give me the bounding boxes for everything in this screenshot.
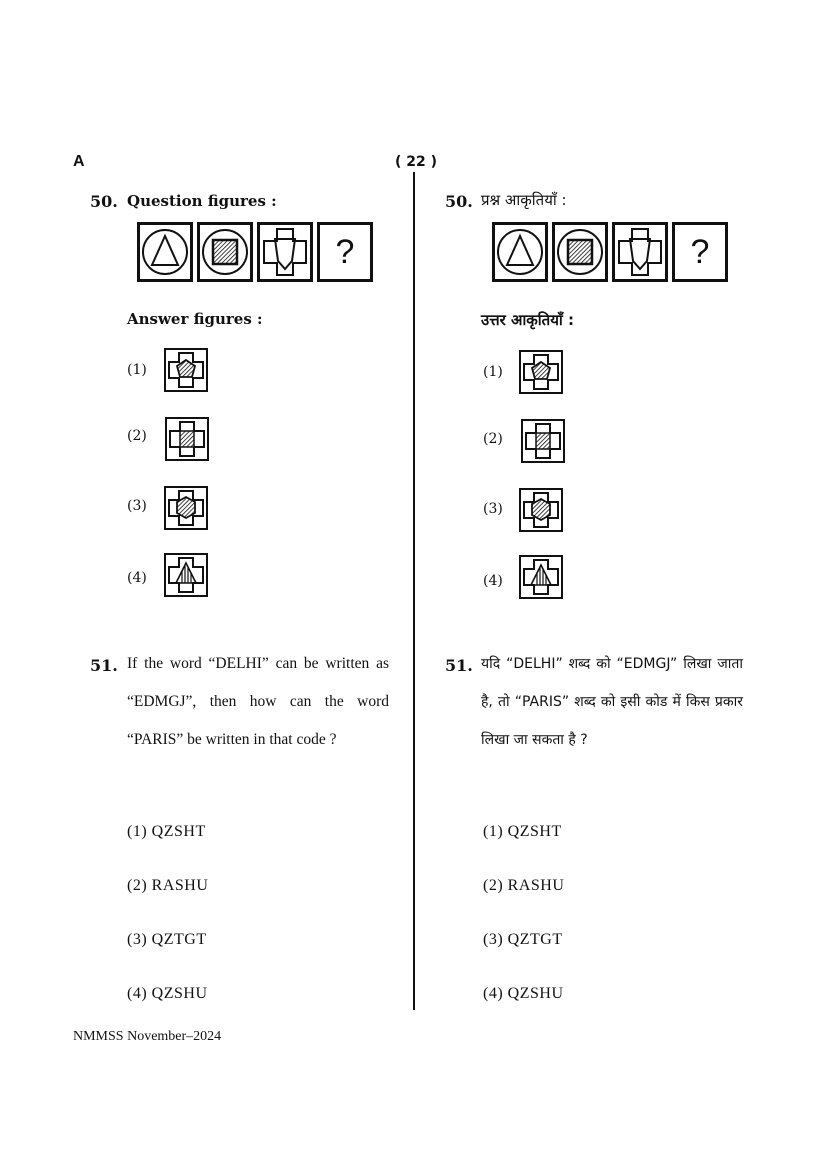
q51-hi-option-2[interactable]: (2) RASHU <box>483 877 565 894</box>
q50-hi-option-3-label[interactable]: (3) <box>483 501 503 517</box>
q51-hi-option-4[interactable]: (4) QZSHU <box>483 985 564 1002</box>
hi-answer-figure-1[interactable] <box>519 350 563 398</box>
hi-question-mark: ? <box>690 232 710 271</box>
q50-hi-number: 50. <box>445 192 473 211</box>
hi-question-figure-1 <box>492 222 548 282</box>
q51-option-4[interactable]: (4) QZSHU <box>127 985 208 1002</box>
answer-figure-2[interactable] <box>165 417 209 465</box>
q50-option-2-label[interactable]: (2) <box>127 428 147 444</box>
answer-figure-3[interactable] <box>164 486 208 534</box>
q50-number: 50. <box>90 192 118 211</box>
page-number: ( 22 ) <box>395 154 438 170</box>
q50-question-label: Question figures : <box>127 192 277 210</box>
q50-option-1-label[interactable]: (1) <box>127 362 147 378</box>
q50-option-4-label[interactable]: (4) <box>127 570 147 586</box>
question-figure-3 <box>257 222 313 282</box>
hi-answer-figure-3[interactable] <box>519 488 563 536</box>
hi-question-figure-3 <box>612 222 668 282</box>
question-figure-1 <box>137 222 193 282</box>
q51-hi-number: 51. <box>445 656 473 675</box>
question-figure-4 <box>317 222 373 282</box>
q50-hi-option-4-label[interactable]: (4) <box>483 573 503 589</box>
q50-hi-question-label: प्रश्न आकृतियाँ : <box>481 191 567 209</box>
hi-question-figure-4 <box>672 222 728 282</box>
q50-hi-option-1-label[interactable]: (1) <box>483 364 503 380</box>
question-mark: ? <box>335 232 355 271</box>
footer: NMMSS November–2024 <box>73 1029 222 1044</box>
q51-hi-question-text: यदि “DELHI” शब्द को “EDMGJ” लिखा जाता है, तो “PARIS” शब्द को इसी कोड में किस प्रकार लिखा जा सकता है ? <box>481 656 743 748</box>
q51-hi-option-1[interactable]: (1) QZSHT <box>483 823 562 840</box>
q51-hi-option-3[interactable]: (3) QZTGT <box>483 931 563 948</box>
q50-hi-option-2-label[interactable]: (2) <box>483 431 503 447</box>
q50-hi-question-figures <box>492 222 732 282</box>
q50-hi-answer-label: उत्तर आकृतियाँ : <box>481 311 575 329</box>
set-label: A <box>73 153 85 170</box>
q50-question-figures <box>137 222 377 282</box>
q51-option-3[interactable]: (3) QZTGT <box>127 931 207 948</box>
answer-figure-1[interactable] <box>164 348 208 396</box>
q50-answer-label: Answer figures : <box>127 310 263 328</box>
q51-number: 51. <box>90 656 118 675</box>
q51-option-1[interactable]: (1) QZSHT <box>127 823 206 840</box>
q51-option-2[interactable]: (2) RASHU <box>127 877 209 894</box>
q50-option-3-label[interactable]: (3) <box>127 498 147 514</box>
hi-question-figure-2 <box>552 222 608 282</box>
hi-answer-figure-4[interactable] <box>519 555 563 603</box>
column-divider <box>413 172 415 1010</box>
q51-question-text: If the word “DELHI” can be written as “EDMGJ”, then how can the word “PARIS” be written in that code ? <box>127 655 389 748</box>
answer-figure-4[interactable] <box>164 553 208 601</box>
hi-answer-figure-2[interactable] <box>521 419 565 467</box>
question-figure-2 <box>197 222 253 282</box>
